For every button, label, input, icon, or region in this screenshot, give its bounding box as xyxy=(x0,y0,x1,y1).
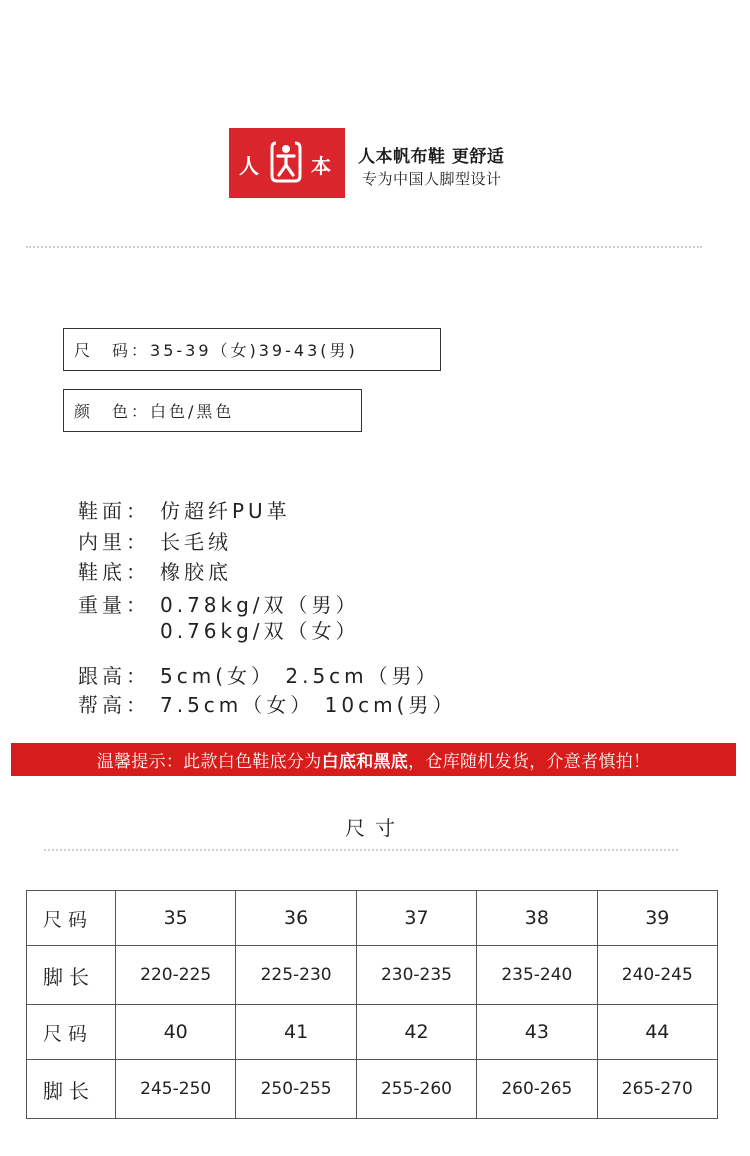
row-header: 尺码 xyxy=(27,891,116,946)
notice-banner xyxy=(11,743,736,776)
person-mark-icon xyxy=(269,139,303,185)
table-row xyxy=(27,1060,718,1119)
table-cell: 255-260 xyxy=(356,1060,476,1119)
spec-value: 0.78kg/双（男） xyxy=(160,593,360,617)
table-cell: 42 xyxy=(356,1004,476,1059)
logo-char-left: 人 xyxy=(239,154,259,178)
spec-sole xyxy=(78,556,232,585)
table-cell: 220-225 xyxy=(116,946,236,1005)
divider-size xyxy=(44,849,678,851)
spec-value: 0.76kg/双（女） xyxy=(160,619,360,643)
size-section-title: 尺寸 xyxy=(345,816,405,840)
row-header: 脚长 xyxy=(27,946,116,1005)
logo-char-right: 本 xyxy=(311,154,331,178)
spec-key: 鞋底： xyxy=(78,560,150,584)
table-cell: 37 xyxy=(356,891,476,946)
table-cell: 245-250 xyxy=(116,1060,236,1119)
table-cell: 36 xyxy=(236,891,356,946)
color-box xyxy=(63,389,362,432)
brand-title: 人本帆布鞋 更舒适 xyxy=(358,147,505,167)
spec-shaft-height xyxy=(78,689,456,718)
spec-value: 橡胶底 xyxy=(160,560,232,584)
size-range-label: 尺 码： xyxy=(74,341,151,360)
spec-value: 7.5cm（女） 10cm(男） xyxy=(160,693,457,717)
spec-key: 帮高： xyxy=(78,693,150,717)
table-cell: 41 xyxy=(236,1004,356,1059)
spec-upper xyxy=(78,495,291,524)
divider-top xyxy=(26,246,702,248)
spec-weight-women xyxy=(78,615,360,644)
table-cell: 35 xyxy=(116,891,236,946)
size-table xyxy=(26,890,718,1119)
color-value: 白色/黑色 xyxy=(150,402,235,421)
table-cell: 38 xyxy=(477,891,597,946)
notice-highlight: 白底和黑底 xyxy=(321,752,409,772)
size-range-box xyxy=(63,328,441,371)
spec-weight-men xyxy=(78,589,360,618)
spec-lining xyxy=(78,526,232,555)
spec-key: 鞋面： xyxy=(78,499,150,523)
table-row xyxy=(27,891,718,946)
table-cell: 250-255 xyxy=(236,1060,356,1119)
table-cell: 240-245 xyxy=(597,946,717,1005)
table-cell: 225-230 xyxy=(236,946,356,1005)
table-row xyxy=(27,946,718,1005)
table-cell: 44 xyxy=(597,1004,717,1059)
brand-logo xyxy=(229,128,345,198)
spec-key: 内里： xyxy=(78,530,150,554)
spec-value: 长毛绒 xyxy=(160,530,232,554)
notice-prefix: 温馨提示：此款白色鞋底分为 xyxy=(96,752,322,772)
row-header: 尺码 xyxy=(27,1004,116,1059)
spec-key: 重量： xyxy=(78,593,150,617)
spec-value: 5cm(女） 2.5cm（男） xyxy=(160,664,440,688)
color-label: 颜 色： xyxy=(74,402,151,421)
table-row xyxy=(27,1004,718,1059)
row-header: 脚长 xyxy=(27,1060,116,1119)
size-range-value: 35-39（女)39-43(男) xyxy=(150,341,358,360)
table-cell: 265-270 xyxy=(597,1060,717,1119)
table-cell: 39 xyxy=(597,891,717,946)
spec-value: 仿超纤PU革 xyxy=(160,499,291,523)
table-cell: 235-240 xyxy=(477,946,597,1005)
spec-key: 跟高： xyxy=(78,664,150,688)
notice-suffix: ，仓库随机发货，介意者慎拍！ xyxy=(408,752,651,772)
table-cell: 260-265 xyxy=(477,1060,597,1119)
brand-subtitle: 专为中国人脚型设计 xyxy=(362,170,502,188)
table-cell: 40 xyxy=(116,1004,236,1059)
spec-heel-height xyxy=(78,660,440,689)
table-cell: 43 xyxy=(477,1004,597,1059)
table-cell: 230-235 xyxy=(356,946,476,1005)
